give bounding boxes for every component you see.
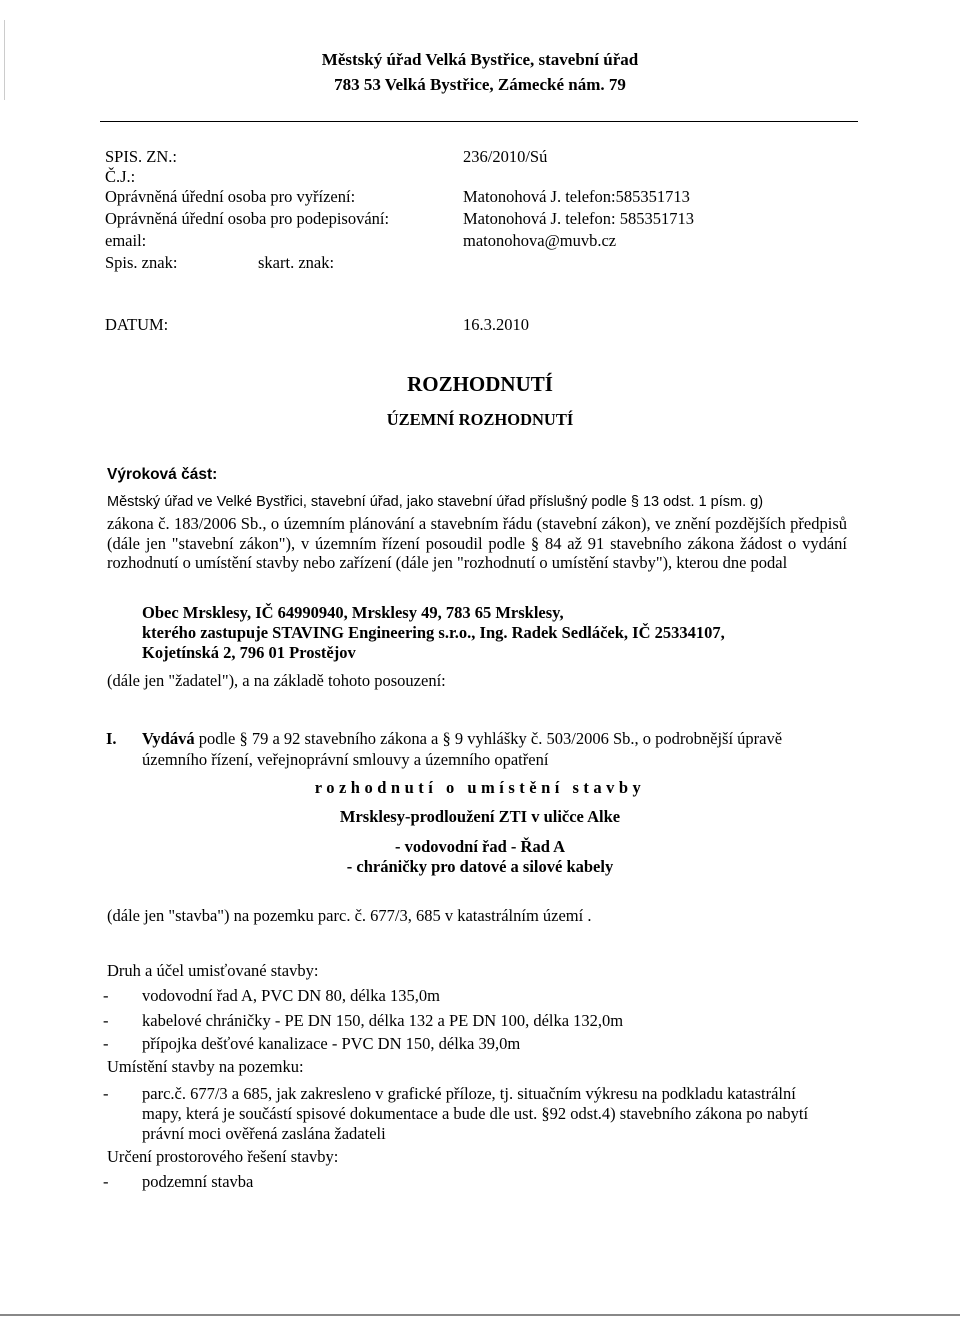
umisteni-line-3: právní moci ověřená zaslána žadateli bbox=[142, 1124, 386, 1143]
project-name: Mrsklesy-prodloužení ZTI v uličce Alke bbox=[339, 807, 621, 826]
urceni-heading: Určení prostorového řešení stavby: bbox=[107, 1147, 339, 1166]
list-dash: - bbox=[103, 1084, 109, 1103]
urceni-item-1: podzemní stavba bbox=[142, 1172, 254, 1191]
datum-label: DATUM: bbox=[105, 315, 169, 334]
project-part-1: - vodovodní řad - Řad A bbox=[394, 837, 566, 856]
applicant-line-2: kterého zastupuje STAVING Engineering s.r.o., Ing. Radek Sedláček, IČ 25334107, bbox=[142, 623, 725, 642]
project-part-2: - chráničky pro datové a silové kabely bbox=[346, 857, 614, 876]
scan-edge-line bbox=[0, 1314, 960, 1316]
podepisovani-value: Matonohová J. telefon: 585351713 bbox=[463, 209, 694, 228]
druh-item-1: vodovodní řad A, PVC DN 80, délka 135,0m bbox=[142, 986, 440, 1005]
spis-zn-label: SPIS. ZN.: bbox=[105, 147, 177, 166]
zadatel-line: (dále jen "žadatel"), a na základě tohoto posouzení: bbox=[107, 671, 446, 690]
office-address: 783 53 Velká Bystřice, Zámecké nám. 79 bbox=[334, 75, 626, 94]
druh-item-3: přípojka dešťové kanalizace - PVC DN 150, délka 39,0m bbox=[142, 1034, 521, 1053]
applicant-line-1: Obec Mrsklesy, IČ 64990940, Mrsklesy 49, 783 65 Mrsklesy, bbox=[142, 603, 564, 622]
scan-margin-mark bbox=[4, 20, 5, 100]
stavba-line: (dále jen "stavba") na pozemku parc. č. 677/3, 685 v katastrálním území . bbox=[107, 906, 592, 925]
point-text-line-2: územního řízení, veřejnoprávní smlouvy a územního opatření bbox=[142, 750, 549, 769]
umisteni-line-1: parc.č. 677/3 a 685, jak zakresleno v grafické příloze, tj. situačním výkresu na podkladu katastrální bbox=[142, 1084, 796, 1103]
document-title: ROZHODNUTÍ bbox=[407, 372, 553, 396]
umisteni-line-2: mapy, která je součástí spisové dokumentace a bude dle ust. §92 odst.4) stavebního zákona po nabytí bbox=[142, 1104, 809, 1123]
spis-znak-label: Spis. znak: bbox=[105, 253, 178, 272]
point-verb: Vydává bbox=[142, 729, 195, 748]
point-text: podle § 79 a 92 stavebního zákona a § 9 vyhlášky č. 503/2006 Sb., o podrobnější úpravě bbox=[194, 729, 783, 748]
document-subtitle: ÚZEMNÍ ROZHODNUTÍ bbox=[386, 410, 574, 429]
umisteni-heading: Umístění stavby na pozemku: bbox=[107, 1057, 304, 1076]
list-dash: - bbox=[103, 1011, 109, 1030]
druh-item-2: kabelové chráničky - PE DN 150, délka 132 a PE DN 100, délka 132,0m bbox=[142, 1011, 624, 1030]
decision-title: rozhodnutí o umístění stavby bbox=[314, 778, 646, 797]
druh-heading: Druh a účel umisťované stavby: bbox=[107, 961, 319, 980]
vyrok-heading: Výroková část: bbox=[107, 466, 218, 483]
header-divider bbox=[100, 121, 858, 122]
email-value: matonohova@muvb.cz bbox=[463, 231, 617, 250]
intro-paragraph: zákona č. 183/2006 Sb., o územním plánování a stavebním řádu (stavební zákon), ve znění pozdějších předpisů (dále jen "stavební zákon"), v územním řízení posoudil podle § 84 až 91 stavebního zákona žádost o vydání rozhodnutí o umístění stavby nebo zařízení (dále jen "rozhodnutí o umístění stavby"), kterou dne podal bbox=[107, 514, 847, 572]
skart-znak-label: skart. znak: bbox=[258, 253, 335, 272]
vyrizeni-label: Oprávněná úřední osoba pro vyřízení: bbox=[105, 187, 356, 206]
list-dash: - bbox=[103, 1034, 109, 1053]
applicant-line-3: Kojetínská 2, 796 01 Prostějov bbox=[142, 643, 356, 662]
cj-label: Č.J.: bbox=[105, 167, 136, 186]
list-dash: - bbox=[103, 986, 109, 1005]
datum-value: 16.3.2010 bbox=[463, 315, 529, 334]
point-number: I. bbox=[106, 729, 117, 748]
intro-first-line: Městský úřad ve Velké Bystřici, stavební úřad, jako stavební úřad příslušný podle § 13 odst. 1 písm. g) bbox=[107, 494, 764, 510]
vyrizeni-value: Matonohová J. telefon:585351713 bbox=[463, 187, 690, 206]
point-text-line-1 bbox=[142, 729, 782, 749]
spis-zn-value: 236/2010/Sú bbox=[463, 147, 548, 166]
list-dash: - bbox=[103, 1172, 109, 1191]
podepisovani-label: Oprávněná úřední osoba pro podepisování: bbox=[105, 209, 390, 228]
office-name: Městský úřad Velká Bystřice, stavební úřad bbox=[321, 50, 639, 69]
email-label: email: bbox=[105, 231, 147, 250]
